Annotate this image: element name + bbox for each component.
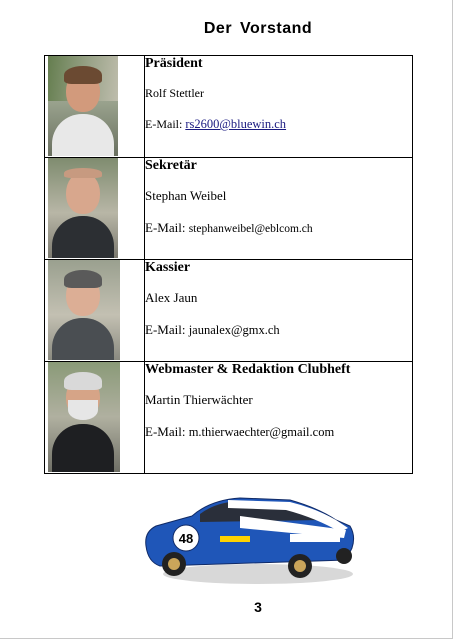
info-cell xyxy=(145,56,413,158)
member-photo xyxy=(48,362,120,472)
member-role: Kassier xyxy=(145,260,191,275)
board-table xyxy=(44,55,413,474)
member-name: Alex Jaun xyxy=(145,290,198,305)
race-car-image xyxy=(140,486,360,590)
member-name: Stephan Weibel xyxy=(145,188,227,203)
table-row xyxy=(45,158,413,260)
page-number: 3 xyxy=(254,599,262,615)
table-row xyxy=(45,56,413,158)
email-link[interactable]: rs2600@bluewin.ch xyxy=(185,117,287,131)
photo-cell xyxy=(45,56,145,158)
email-address[interactable]: jaunalex@gmx.ch xyxy=(188,323,280,337)
member-name: Martin Thierwächter xyxy=(145,392,253,407)
member-photo xyxy=(48,158,118,258)
info-cell xyxy=(145,362,413,474)
member-name: Rolf Stettler xyxy=(145,86,204,100)
member-role: Sekretär xyxy=(145,158,197,173)
page-title: Der Vorstand xyxy=(203,20,313,37)
member-email-line xyxy=(145,322,412,338)
email-label: E-Mail: xyxy=(145,424,186,439)
member-photo xyxy=(48,260,120,360)
email-label: E-Mail: xyxy=(145,322,186,337)
photo-cell xyxy=(45,158,145,260)
table-row xyxy=(45,260,413,362)
photo-cell xyxy=(45,362,145,474)
email-label: E-Mail: xyxy=(145,117,183,131)
member-role: Präsident xyxy=(145,56,203,71)
table-row xyxy=(45,362,413,474)
email-address[interactable]: stephanweibel@eblcom.ch xyxy=(188,223,313,235)
race-number: 48 xyxy=(178,531,194,546)
info-cell xyxy=(145,260,413,362)
email-address[interactable]: m.thierwaechter@gmail.com xyxy=(188,425,335,439)
member-photo xyxy=(48,56,118,156)
member-email-line xyxy=(145,220,412,236)
member-role: Webmaster & Redaktion Clubheft xyxy=(145,362,351,377)
photo-cell xyxy=(45,260,145,362)
email-label: E-Mail: xyxy=(145,220,186,235)
member-email-line xyxy=(145,117,412,132)
info-cell xyxy=(145,158,413,260)
member-email-line xyxy=(145,424,412,440)
